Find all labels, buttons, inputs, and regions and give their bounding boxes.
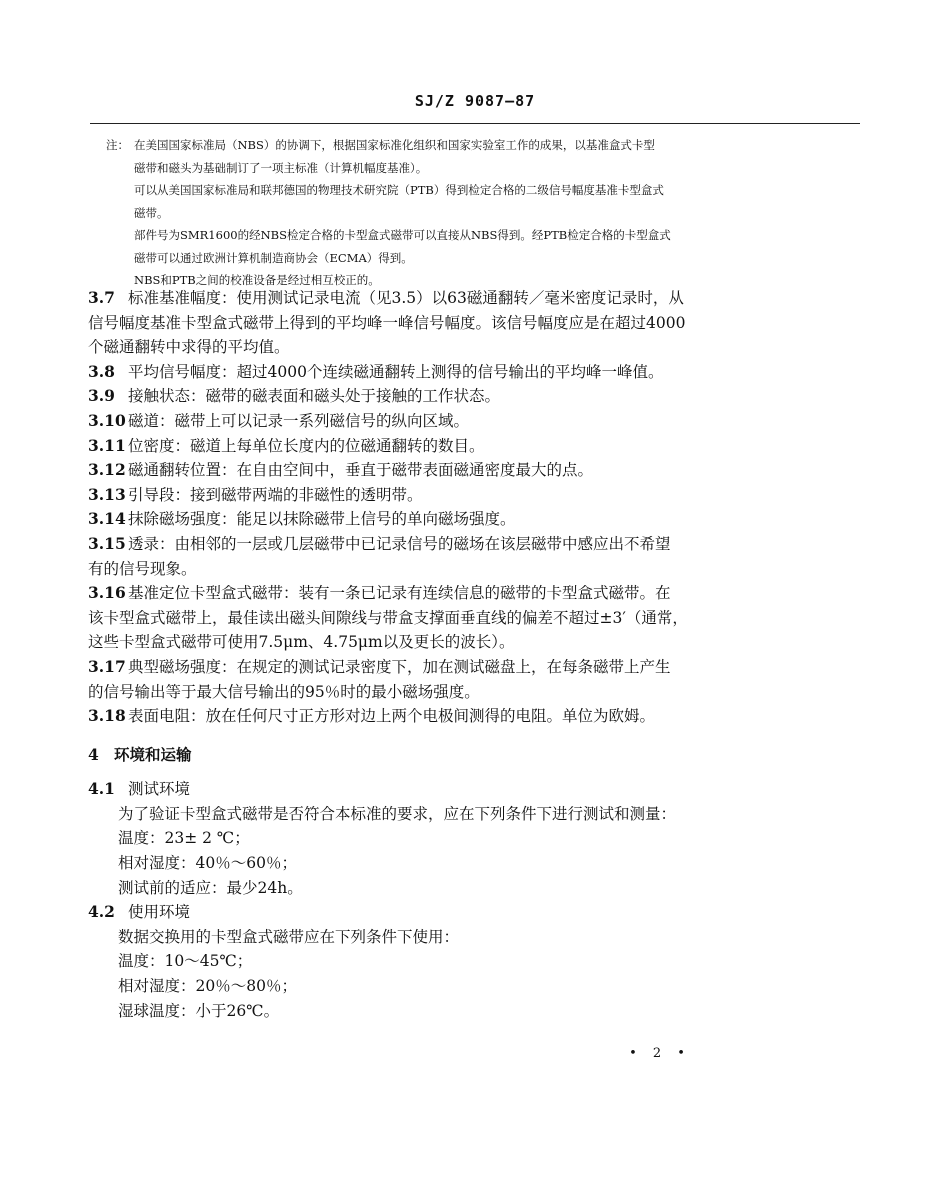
clause-text: 典型磁场强度：在规定的测试记录密度下，加在测试磁盘上，在每条磁带上产生 [128, 657, 671, 676]
subsection-4-1-intro: 为了验证卡型盒式磁带是否符合本标准的要求，应在下列条件下进行测试和测量： [118, 804, 677, 823]
clause-text: 的信号输出等于最大信号输出的95％时的最小磁场强度。 [88, 682, 480, 701]
condition-item: 温度：10～45℃； [118, 952, 253, 971]
definition-3-13 [88, 483, 878, 508]
note-line: NBS和PTB之间的校准设备是经过相互校正的。 [134, 273, 380, 287]
definition-3-8 [88, 360, 878, 385]
clause-number: 3.17 [88, 656, 126, 676]
definition-3-18 [88, 704, 878, 729]
condition-item: 湿球温度：小于26℃。 [118, 1001, 280, 1020]
note-line [106, 134, 746, 157]
clause-number: 4.1 [88, 779, 115, 799]
definition-3-15 [88, 532, 878, 581]
clause-text: 有的信号现象。 [88, 559, 197, 578]
clause-text: 基准定位卡型盒式磁带：装有一条已记录有连续信息的磁带的卡型盒式磁带。在 [128, 584, 671, 603]
definition-3-17 [88, 655, 878, 704]
clause-number: 3.9 [88, 386, 115, 406]
clause-text: 透录：由相邻的一层或几层磁带中已记录信号的磁场在该层磁带中感应出不希望 [128, 534, 671, 553]
definition-3-7 [88, 286, 878, 360]
clause-text: 标准基准幅度：使用测试记录电流（见3.5）以63磁通翻转／毫米密度记录时，从 [128, 289, 684, 307]
page-number: • 2 • [629, 1046, 691, 1061]
condition-item: 相对湿度：40％～60％； [118, 854, 297, 873]
note-line: 磁带。 [134, 205, 169, 220]
condition-item: 温度：23± 2 ℃； [118, 829, 250, 848]
clause-text: 磁道：磁带上可以记录一系列磁信号的纵向区域。 [128, 411, 470, 430]
clause-text: 该卡型盒式磁带上，最佳读出磁头间隙线与带盒支撑面垂直线的偏差不超过±3′（通常， [88, 608, 688, 627]
clause-number: 3.18 [88, 706, 126, 726]
subsection-4-2-heading [88, 900, 878, 925]
clause-text: 这些卡型盒式磁带可使用7.5μm、4.75μm以及更长的波长）。 [88, 633, 515, 652]
clause-text: 磁通翻转位置：在自由空间中，垂直于磁带表面磁通密度最大的点。 [128, 461, 594, 480]
note-line: 磁带可以通过欧洲计算机制造商协会（ECMA）得到。 [134, 250, 413, 265]
header-rule [90, 123, 860, 124]
subsection-4-2-intro: 数据交换用的卡型盒式磁带应在下列条件下使用： [118, 927, 460, 946]
clause-title: 测试环境 [128, 780, 191, 799]
section-4-heading [88, 743, 878, 768]
note-text: 在美国国家标准局（NBS）的协调下，根据国家标准化组织和国家实验室工作的成果，以基准盒式卡型 [134, 138, 655, 152]
note-line: 部件号为SMR1600的经NBS检定合格的卡型盒式磁带可以直接从NBS得到。经PTB检定合格的卡型盒式 [134, 228, 671, 242]
definition-3-11 [88, 434, 878, 459]
clause-text: 接触状态：磁带的磁表面和磁头处于接触的工作状态。 [128, 387, 501, 406]
section-title: 环境和运输 [114, 744, 192, 764]
note-lead: 注： [106, 138, 129, 152]
note-line: 可以从美国国家标准局和联邦德国的物理技术研究院（PTB）得到检定合格的二级信号幅度基准卡型盒式 [134, 183, 664, 197]
clause-title: 使用环境 [128, 903, 191, 922]
clause-number: 3.16 [88, 583, 126, 603]
clause-number: 3.10 [88, 410, 126, 430]
clause-text: 表面电阻：放在任何尺寸正方形对边上两个电极间测得的电阻。单位为欧姆。 [128, 707, 656, 726]
definition-3-10 [88, 409, 878, 434]
clause-text: 信号幅度基准卡型盒式磁带上得到的平均峰一峰信号幅度。该信号幅度应是在超过4000 [88, 313, 686, 332]
document-body [88, 286, 878, 1023]
clause-number: 3.13 [88, 484, 126, 504]
condition-item: 测试前的适应：最少24h。 [118, 878, 303, 897]
subsection-4-1-heading [88, 777, 878, 802]
definition-3-14 [88, 507, 878, 532]
condition-item: 相对湿度：20％～80％； [118, 977, 297, 996]
section-number: 4 [88, 744, 99, 764]
clause-text: 位密度：磁道上每单位长度内的位磁通翻转的数目。 [128, 436, 485, 455]
clause-text: 个磁通翻转中求得的平均值。 [88, 338, 290, 357]
clause-text: 引导段：接到磁带两端的非磁性的透明带。 [128, 485, 423, 504]
clause-number: 3.7 [88, 288, 115, 307]
definition-3-12 [88, 458, 878, 483]
definition-3-9 [88, 384, 878, 409]
clause-number: 4.2 [88, 902, 115, 922]
note-line: 磁带和磁头为基础制订了一项主标准（计算机幅度基准）。 [134, 160, 428, 175]
clause-number: 3.8 [88, 361, 115, 381]
clause-number: 3.12 [88, 460, 126, 480]
notes-block [106, 134, 746, 292]
clause-text: 平均信号幅度：超过4000个连续磁通翻转上测得的信号输出的平均峰一峰值。 [128, 362, 664, 381]
standard-code-header: SJ/Z 9087—87 [414, 92, 536, 110]
clause-number: 3.11 [88, 435, 126, 455]
definition-3-16 [88, 581, 878, 655]
clause-text: 抹除磁场强度：能足以抹除磁带上信号的单向磁场强度。 [128, 510, 516, 529]
clause-number: 3.14 [88, 509, 126, 529]
clause-number: 3.15 [88, 533, 126, 553]
